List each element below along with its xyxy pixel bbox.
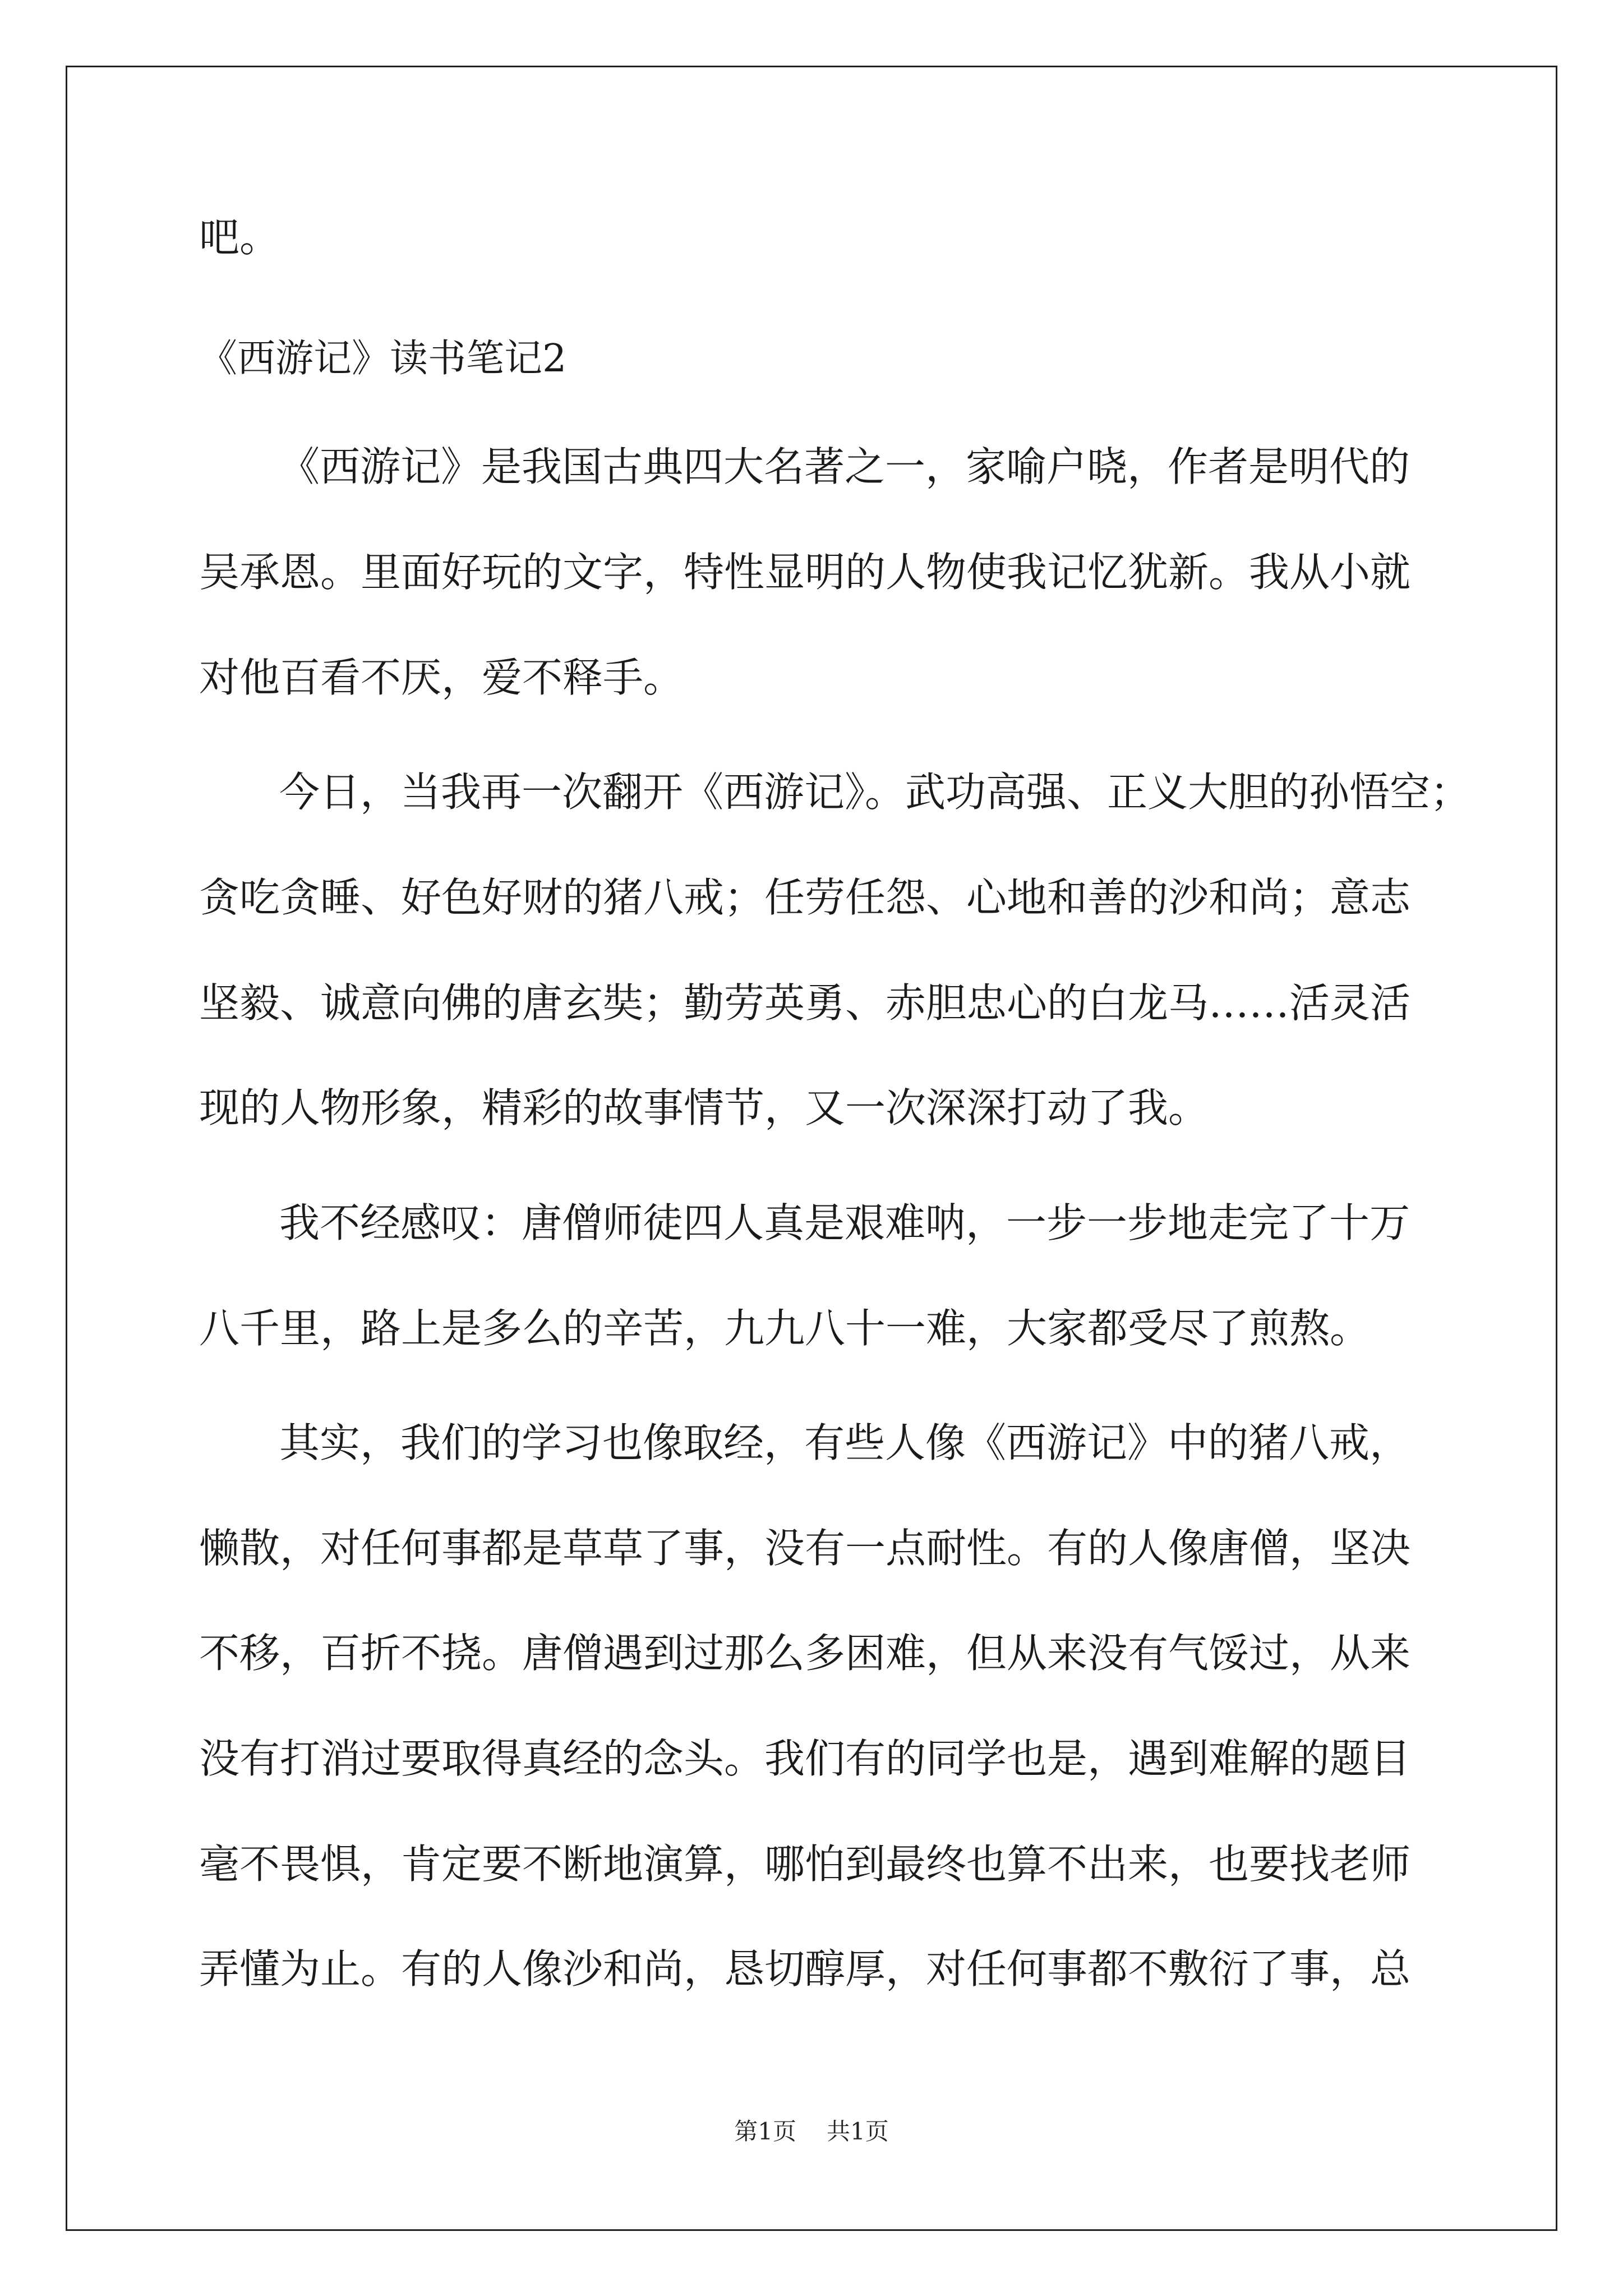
paragraph-2-line-4: 现的人物形象，精彩的故事情节，又一次深深打动了我。 [199,1084,1209,1131]
paragraph-2-line-2: 贪吃贪睡、好色好财的猪八戒；任劳任怨、心地和善的沙和尚；意志 [199,874,1411,921]
page-total: 共1页 [827,2118,889,2145]
paragraph-1-line-2: 吴承恩。里面好玩的文字，特性显明的人物使我记忆犹新。我从小就 [199,549,1411,596]
paragraph-4-line-4: 没有打消过要取得真经的念头。我们有的同学也是，遇到难解的题目 [199,1735,1411,1782]
page-border [66,66,1557,2231]
page-number: 第1页 [734,2118,796,2145]
paragraph-2-line-1: 今日，当我再一次翻开《西游记》。武功高强、正义大胆的孙悟空； [279,769,1471,816]
paragraph-4-line-1: 其实，我们的学习也像取经，有些人像《西游记》中的猪八戒， [279,1419,1410,1466]
paragraph-4-line-5: 毫不畏惧，肯定要不断地演算，哪怕到最终也算不出来，也要找老师 [199,1841,1411,1888]
paragraph-3-line-1: 我不经感叹：唐僧师徒四人真是艰难呐，一步一步地走完了十万 [279,1199,1410,1246]
text-line-continuation: 吧。 [199,214,280,261]
section-heading: 《西游记》读书笔记2 [199,337,567,381]
paragraph-3-line-2: 八千里，路上是多么的辛苦，九九八十一难，大家都受尽了煎熬。 [199,1305,1371,1352]
paragraph-2-line-3: 坚毅、诚意向佛的唐玄奘；勤劳英勇、赤胆忠心的白龙马……活灵活 [199,979,1411,1027]
paragraph-1-line-1: 《西游记》是我国古典四大名著之一，家喻户晓，作者是明代的 [279,443,1410,490]
paragraph-1-line-3: 对他百看不厌，爱不释手。 [199,654,684,701]
paragraph-4-line-3: 不移，百折不挠。唐僧遇到过那么多困难，但从来没有气馁过，从来 [199,1630,1411,1677]
paragraph-4-line-6: 弄懂为止。有的人像沙和尚，恳切醇厚，对任何事都不敷衍了事，总 [199,1945,1411,1993]
page-footer [0,2115,1623,2148]
paragraph-4-line-2: 懒散，对任何事都是草草了事，没有一点耐性。有的人像唐僧，坚决 [199,1525,1411,1572]
